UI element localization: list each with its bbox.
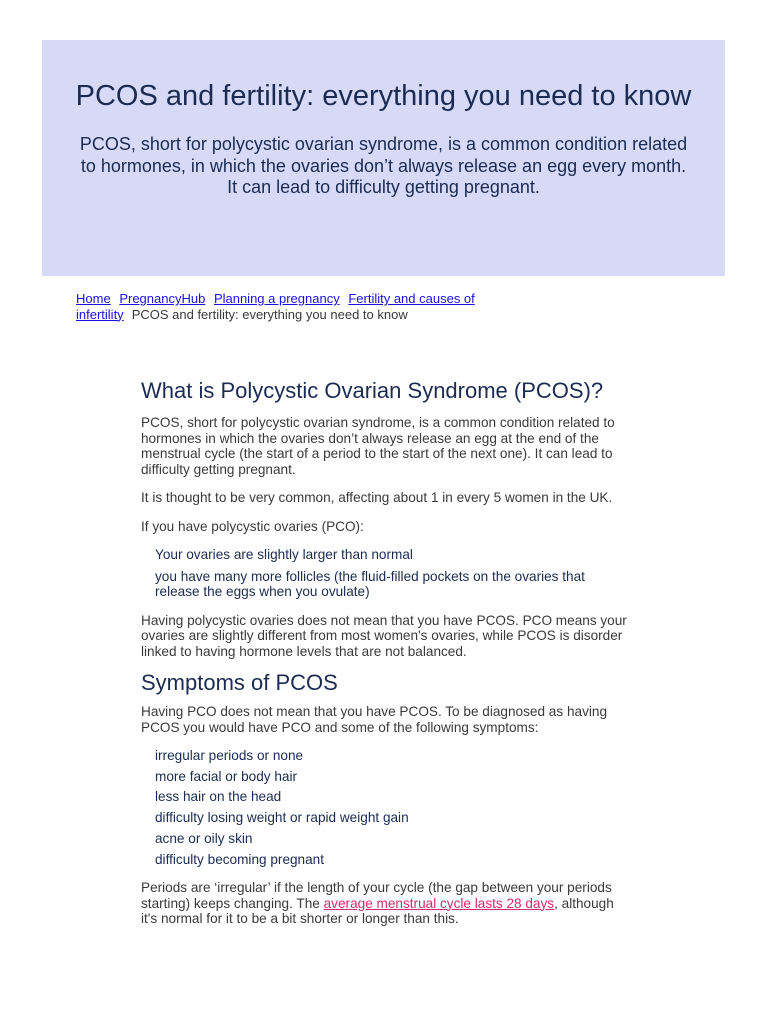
hero-banner <box>42 40 725 276</box>
page-summary: PCOS, short for polycystic ovarian syndrome, is a common condition related to hormones, in which the ovaries don’t always release an egg every month. It can lead to difficulty getting pregnant. <box>79 134 688 197</box>
text-span: Periods are ‘irregular’ if the length of your cycle (the gap between your periods starting) keeps changing. The <box>141 880 612 911</box>
list-item: Your ovaries are slightly larger than normal <box>155 547 413 562</box>
breadcrumb-current: PCOS and fertility: everything you need to know <box>131 306 408 322</box>
paragraph: It is thought to be very common, affecting about 1 in every 5 women in the UK. <box>141 490 613 505</box>
paragraph: PCOS, short for polycystic ovarian syndrome, is a common condition related to hormones in which the ovaries don’t always release an egg at the end of the menstrual cycle (the start of a period to the start of the next one). It can lead to difficulty getting pregnant. <box>141 415 615 477</box>
breadcrumb-home[interactable]: Home <box>76 291 111 306</box>
breadcrumb-planning-a-pregnancy[interactable]: Planning a pregnancy <box>213 291 340 306</box>
section-heading-what-is-pcos: What is Polycystic Ovarian Syndrome (PCOS)? <box>141 378 604 403</box>
paragraph: If you have polycystic ovaries (PCO): <box>141 518 364 534</box>
page-title: PCOS and fertility: everything you need to know <box>75 80 692 112</box>
paragraph: Having polycystic ovaries does not mean that you have PCOS. PCO means your ovaries are slightly different from most women's ovaries, while PCOS is disorder linked to having hormone levels that are not balanced. <box>141 612 627 659</box>
list-item: acne or oily skin <box>155 831 253 846</box>
paragraph <box>141 880 631 927</box>
list-item: difficulty losing weight or rapid weight gain <box>155 809 409 825</box>
breadcrumb-fertility-infertility[interactable]: Fertility and causes of infertility <box>76 291 475 322</box>
symptoms-list <box>141 748 631 867</box>
text-span: , although it's normal for it to be a bit shorter or longer than this. <box>141 895 614 926</box>
section-heading-symptoms: Symptoms of PCOS <box>141 670 338 695</box>
list-item: more facial or body hair <box>155 768 298 784</box>
list-item: difficulty becoming pregnant <box>155 851 325 867</box>
list-item: less hair on the head <box>155 789 282 804</box>
list-item: you have many more follicles (the fluid-filled pockets on the ovaries that release the eggs when you ovulate) <box>155 568 585 599</box>
menstrual-cycle-link[interactable]: average menstrual cycle lasts 28 days <box>323 895 555 911</box>
breadcrumb <box>76 291 546 322</box>
list-item: irregular periods or none <box>155 748 304 763</box>
pco-list <box>141 547 631 600</box>
article-body <box>141 378 631 927</box>
breadcrumb-pregnancyhub[interactable]: PregnancyHub <box>119 291 206 306</box>
paragraph: Having PCO does not mean that you have PCOS. To be diagnosed as having PCOS you would have PCO and some of the following symptoms: <box>141 704 608 735</box>
